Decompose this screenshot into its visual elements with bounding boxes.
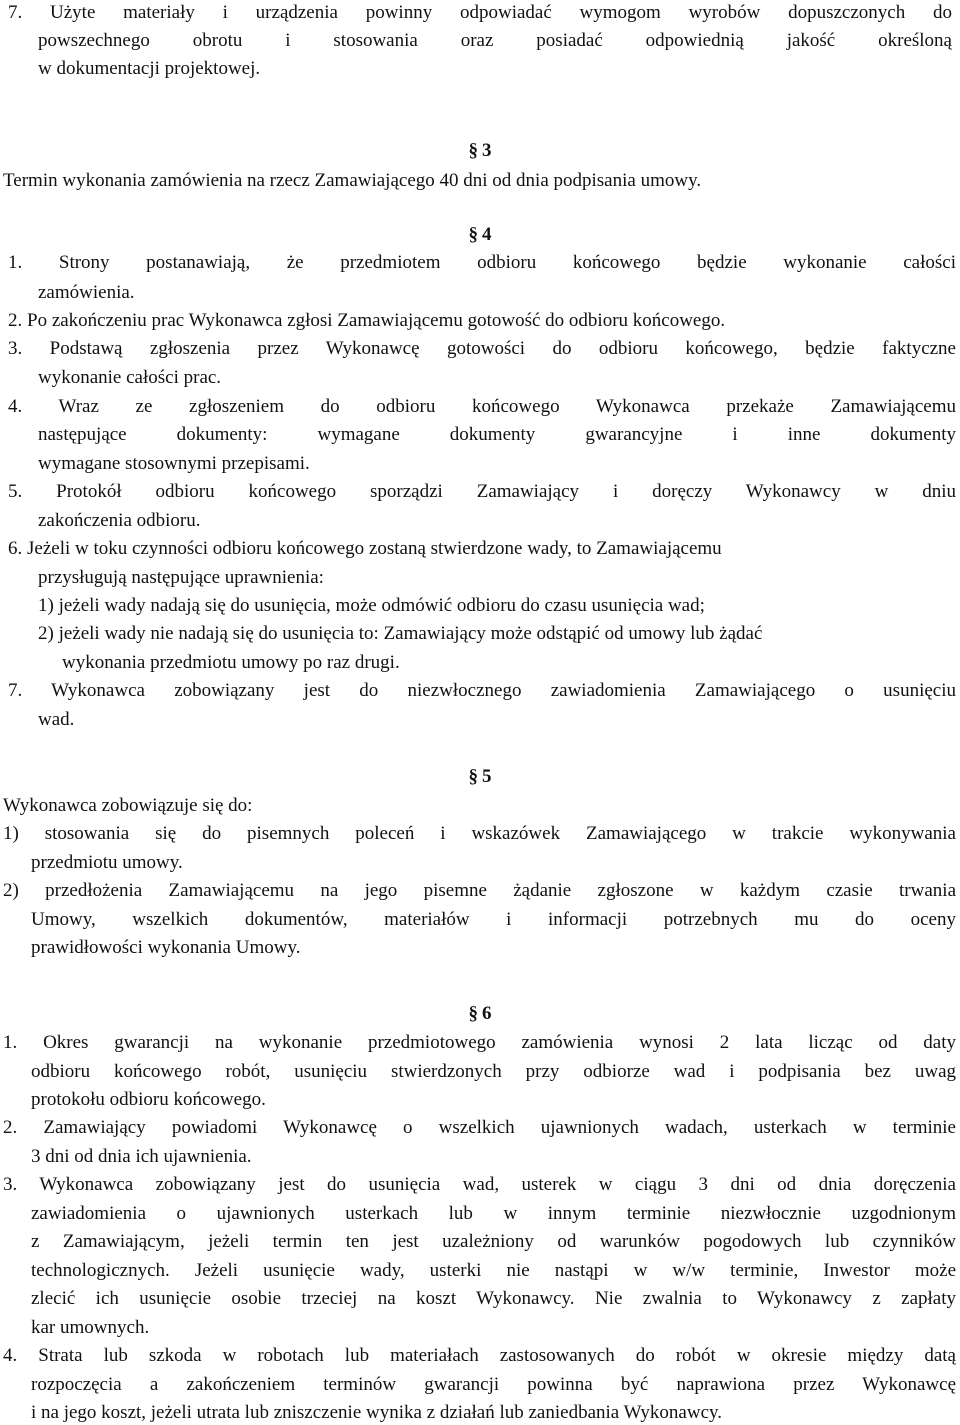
section-heading [0,224,960,246]
section-number: 4 [482,224,492,245]
section-symbol: § [468,224,478,245]
text-line: 3. Wykonawca zobowiązany jest do usunięcia wad, usterek w ciągu 3 dni od dnia doręczenia [3,1174,956,1195]
text-line: i na jego koszt, jeżeli utrata lub zniszczenie wynika z działań lub zaniedbania Wykonawcy. [31,1402,723,1423]
text-line: zakończenia odbioru. [38,510,201,531]
section-symbol: § [468,140,478,161]
text-line: 3 dni od dnia ich ujawnienia. [31,1146,252,1167]
text-line: Wykonawca zobowiązuje się do: [3,795,253,816]
section-heading [0,766,960,788]
text-line: protokołu odbioru końcowego. [31,1089,266,1110]
text-line: 7. Użyte materiały i urządzenia powinny odpowiadać wymogom wyrobów dopuszczonych do [8,2,952,23]
text-line: 4. Strata lub szkoda w robotach lub materiałach zastosowanych do robót w okresie między datą [3,1345,956,1366]
text-line: 2) przedłożenia Zamawiającemu na jego pisemne żądanie zgłoszone w każdym czasie trwania [3,880,956,901]
section-number: 6 [482,1003,492,1024]
text-line: wykonanie całości prac. [38,367,222,388]
text-line: następujące dokumenty: wymagane dokumenty gwarancyjne i inne dokumenty [38,424,956,445]
text-line: 7. Wykonawca zobowiązany jest do niezwłocznego zawiadomienia Zamawiającego o usunięciu [8,680,956,701]
text-line: przedmiotu umowy. [31,852,183,873]
text-line: 4. Wraz ze zgłoszeniem do odbioru końcowego Wykonawca przekaże Zamawiającemu [8,396,956,417]
text-line: z Zamawiającym, jeżeli termin ten jest uzależniony od warunków pogodowych lub czynników [31,1231,956,1252]
text-line: kar umownych. [31,1317,150,1338]
text-line: zamówienia. [38,282,135,303]
text-line: Termin wykonania zamówienia na rzecz Zamawiającego 40 dni od dnia podpisania umowy. [3,170,702,191]
text-line: prawidłowości wykonania Umowy. [31,937,301,958]
text-line: odbioru końcowego robót, usunięciu stwierdzonych przy odbiorze wad i podpisania bez uwag [31,1061,956,1082]
text-line: zlecić ich usunięcie osobie trzeciej na koszt Wykonawcy. Nie zwalnia to Wykonawcy z zapłaty [31,1288,956,1309]
text-line: 2. Po zakończeniu prac Wykonawca zgłosi Zamawiającemu gotowość do odbioru końcowego. [8,310,726,331]
text-line: 6. Jeżeli w toku czynności odbioru końcowego zostaną stwierdzone wady, to Zamawiającemu [8,538,722,559]
section-heading [0,140,960,162]
text-line: 1) stosowania się do pisemnych poleceń i wskazówek Zamawiającego w trakcie wykonywania [3,823,956,844]
section-symbol: § [468,766,478,787]
text-line: 1. Strony postanawiają, że przedmiotem odbioru końcowego będzie wykonanie całości [8,252,956,273]
text-line: 3. Podstawą zgłoszenia przez Wykonawcę gotowości do odbioru końcowego, będzie faktyczne [8,338,956,359]
text-line: technologicznych. Jeżeli usunięcie wady, usterki nie nastąpi w w/w terminie, Inwestor może [31,1260,956,1281]
section-heading [0,1003,960,1025]
text-line: Umowy, wszelkich dokumentów, materiałów i informacji potrzebnych mu do oceny [31,909,956,930]
text-line: zawiadomienia o ujawnionych usterkach lub w innym terminie niezwłocznie uzgodnionym [31,1203,956,1224]
text-line: 2. Zamawiający powiadomi Wykonawcę o wszelkich ujawnionych wadach, usterkach w terminie [3,1117,956,1138]
text-line: powszechnego obrotu i stosowania oraz posiadać odpowiednią jakość określoną [38,30,952,51]
section-number: 5 [482,766,492,787]
text-line: przysługują następujące uprawnienia: [38,567,324,588]
text-line: wymagane stosownymi przepisami. [38,453,310,474]
text-line: rozpoczęcia a zakończeniem terminów gwarancji powinna być naprawiona przez Wykonawcę [31,1374,956,1395]
section-symbol: § [468,1003,478,1024]
text-line: w dokumentacji projektowej. [38,58,261,79]
section-number: 3 [482,140,492,161]
text-line: 5. Protokół odbioru końcowego sporządzi Zamawiający i doręczy Wykonawcy w dniu [8,481,956,502]
text-line: wad. [38,709,75,730]
text-line: 2) jeżeli wady nie nadają się do usunięcia to: Zamawiający może odstąpić od umowy lub żądać [38,623,763,644]
text-line: 1) jeżeli wady nadają się do usunięcia, może odmówić odbioru do czasu usunięcia wad; [38,595,705,616]
text-line: wykonania przedmiotu umowy po raz drugi. [62,652,400,673]
text-line: 1. Okres gwarancji na wykonanie przedmiotowego zamówienia wynosi 2 lata licząc od daty [3,1032,956,1053]
